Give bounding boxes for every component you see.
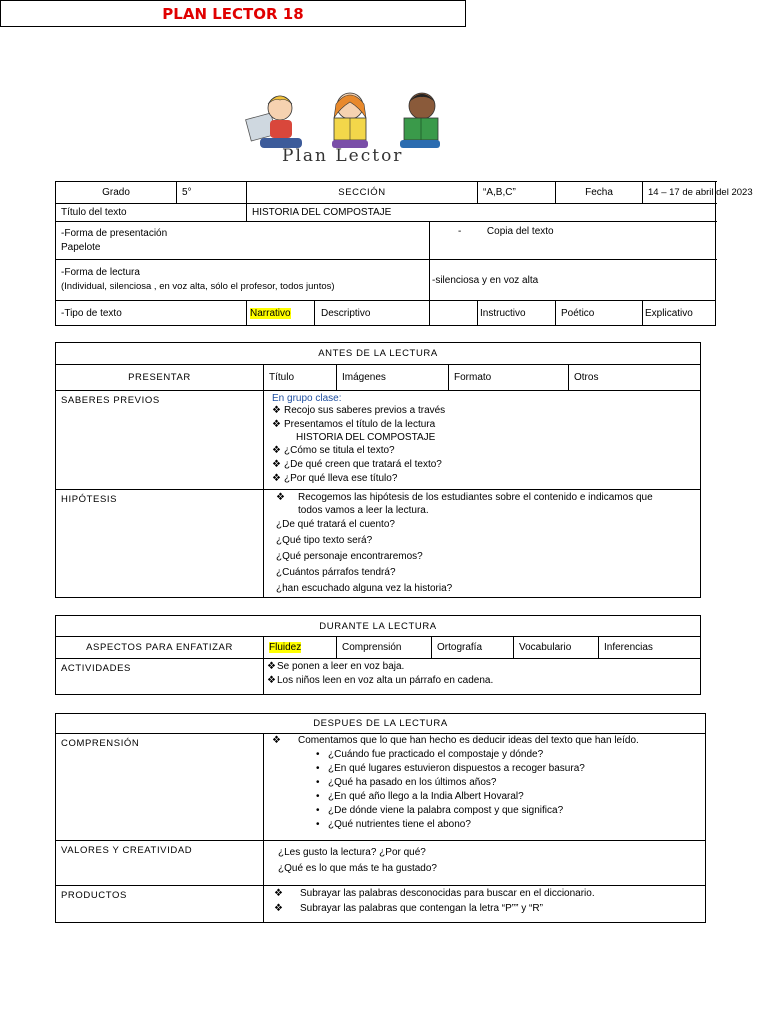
- plan-lector-logo: [240, 88, 480, 164]
- grado-value: 5°: [177, 182, 247, 204]
- list-item: ¿Qué tipo texto será?: [276, 535, 373, 546]
- list-item: ❖ Comentamos que lo que han hecho es deducir ideas del texto que han leído.: [272, 735, 639, 746]
- list-item-continuation: todos vamos a leer la lectura.: [298, 505, 429, 516]
- saberes-content: [264, 391, 701, 490]
- list-item: ❖Los niños leen en voz alta un párrafo en cadena.: [267, 675, 494, 686]
- list-item: • ¿Qué ha pasado en los últimos años?: [316, 777, 497, 788]
- copia-value: Copia del texto: [486, 226, 554, 237]
- saberes-title: HISTORIA DEL COMPOSTAJE: [296, 432, 436, 443]
- actividades-label: ACTIVIDADES: [56, 659, 264, 695]
- presentar-otros: Otros: [569, 365, 701, 391]
- kid-reading-illustration: [400, 93, 440, 148]
- titulo-label: Título del texto: [56, 204, 247, 222]
- despues-table: [55, 713, 706, 923]
- durante-table: [55, 615, 701, 695]
- fecha-label: Fecha: [556, 182, 643, 204]
- list-item: ❖ ¿Cómo se titula el texto?: [272, 445, 395, 456]
- valores-content: [264, 841, 706, 886]
- presentacion-value: Papelote: [61, 241, 101, 253]
- list-item: ❖ Recojo sus saberes previos a través: [272, 405, 446, 416]
- aspecto-fluidez: Fluidez: [269, 642, 302, 653]
- comprension-content: [264, 734, 706, 841]
- tipo-cell-narrativo: [247, 301, 430, 326]
- logo-text: Plan Lector: [282, 146, 404, 166]
- list-item: • ¿Cuándo fue practicado el compostaje y dónde?: [316, 749, 544, 760]
- aspecto-fluidez-cell: [264, 637, 337, 659]
- kid-reading-illustration: [332, 93, 368, 148]
- list-item: ❖ ¿Por qué lleva ese título?: [272, 473, 398, 484]
- copia-cell: [430, 222, 716, 260]
- lectura-label: -Forma de lectura: [61, 267, 140, 278]
- list-item: ❖ ¿De qué creen que tratará el texto?: [272, 459, 442, 470]
- presentacion-label: -Forma de presentación: [61, 227, 168, 239]
- tipo-poetico: Poético: [556, 301, 643, 326]
- durante-header: DURANTE LA LECTURA: [56, 616, 701, 637]
- productos-content: [264, 886, 706, 923]
- tipo-instructivo: Instructivo: [478, 301, 556, 326]
- list-item: ¿han escuchado alguna vez la historia?: [276, 583, 453, 594]
- list-item: ❖ Subrayar las palabras desconocidas para buscar en el diccionario.: [274, 888, 595, 899]
- saberes-label: SABERES PREVIOS: [56, 391, 264, 490]
- antes-header: ANTES DE LA LECTURA: [56, 343, 701, 365]
- presentacion-cell: [56, 222, 430, 260]
- tipo-descriptivo: Descriptivo: [321, 307, 371, 319]
- list-item: • ¿De dónde viene la palabra compost y que significa?: [316, 805, 564, 816]
- saberes-intro: En grupo clase:: [272, 393, 342, 404]
- aspecto-inferencias: Inferencias: [599, 637, 701, 659]
- list-item: ❖ Recogemos las hipótesis de los estudiantes sobre el contenido e indicamos que: [276, 492, 653, 503]
- kid-reading-illustration: [246, 96, 302, 148]
- tipo-explicativo: Explicativo: [643, 301, 716, 326]
- list-item: ¿De qué tratará el cuento?: [276, 519, 395, 530]
- page-title-box: [0, 0, 466, 27]
- grado-label: Grado: [56, 182, 177, 204]
- list-item: ❖ Subrayar las palabras que contengan la letra “P”” y “R”: [274, 903, 543, 914]
- lectura-options: (Individual, silenciosa , en voz alta, sólo el profesor, todos juntos): [61, 281, 335, 292]
- list-item: ¿Qué es lo que más te ha gustado?: [278, 863, 437, 874]
- list-item: ¿Cuántos párrafos tendrá?: [276, 567, 396, 578]
- actividades-content: [264, 659, 701, 695]
- aspecto-vocabulario: Vocabulario: [514, 637, 599, 659]
- list-item: ¿Les gusto la lectura? ¿Por qué?: [278, 847, 426, 858]
- hipotesis-content: [264, 490, 701, 598]
- tipo-label: -Tipo de texto: [56, 301, 247, 326]
- list-item: ¿Qué personaje encontraremos?: [276, 551, 423, 562]
- copia-bullet: -: [458, 226, 462, 237]
- tipo-narrativo: Narrativo: [250, 307, 291, 319]
- seccion-label: SECCIÓN: [247, 182, 478, 204]
- list-item: ❖ Presentamos el título de la lectura: [272, 419, 436, 430]
- presentar-label: PRESENTAR: [56, 365, 264, 391]
- info-table: [55, 181, 753, 326]
- list-item: ❖Se ponen a leer en voz baja.: [267, 661, 405, 672]
- tipo-cell-blank: [430, 301, 478, 326]
- comprension-label: COMPRENSIÓN: [56, 734, 264, 841]
- aspecto-ortografia: Ortografía: [432, 637, 514, 659]
- presentar-imagenes: Imágenes: [337, 365, 449, 391]
- list-item: • ¿En qué año llego a la India Albert Hovaral?: [316, 791, 524, 802]
- antes-table: [55, 342, 701, 598]
- presentar-titulo: Título: [264, 365, 337, 391]
- seccion-value: “A,B,C”: [478, 182, 556, 204]
- titulo-value: HISTORIA DEL COMPOSTAJE: [247, 204, 716, 222]
- valores-label: VALORES Y CREATIVIDAD: [56, 841, 264, 886]
- lectura-cell: [56, 260, 430, 301]
- presentar-formato: Formato: [449, 365, 569, 391]
- aspectos-label: ASPECTOS PARA ENFATIZAR: [56, 637, 264, 659]
- list-item: • ¿Qué nutrientes tiene el abono?: [316, 819, 471, 830]
- list-item: • ¿En qué lugares estuvieron dispuestos a recoger basura?: [316, 763, 585, 774]
- despues-header: DESPUES DE LA LECTURA: [56, 714, 706, 734]
- productos-label: PRODUCTOS: [56, 886, 264, 923]
- hipotesis-label: HIPÓTESIS: [56, 490, 264, 598]
- page-title: PLAN LECTOR 18: [162, 4, 304, 23]
- fecha-value: 14 – 17 de abril del 2023: [643, 182, 716, 204]
- lectura-value: -silenciosa y en voz alta: [430, 260, 716, 301]
- aspecto-comprension: Comprensión: [337, 637, 432, 659]
